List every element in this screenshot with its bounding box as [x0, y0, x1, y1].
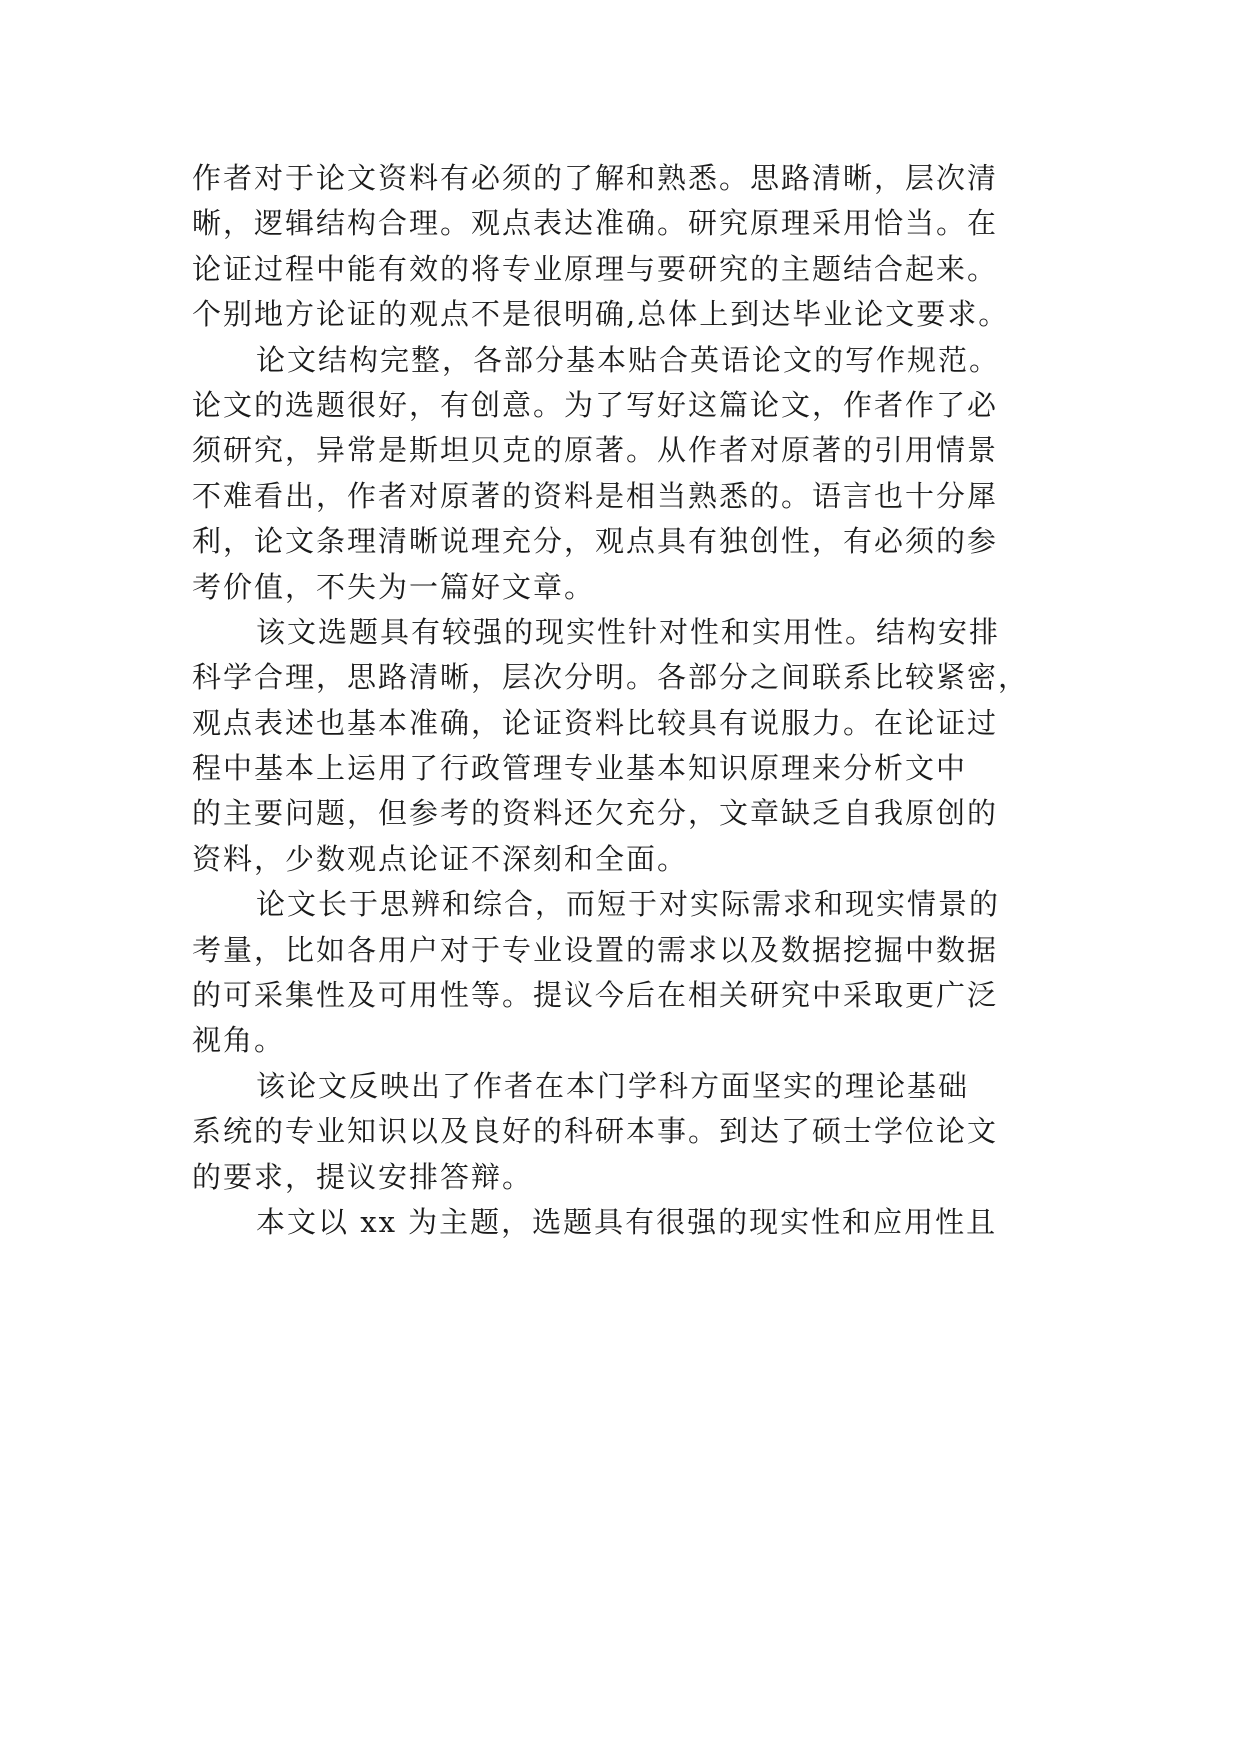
text-line: 程中基本上运用了行政管理专业基本知识原理来分析文中 [192, 751, 968, 786]
text-line: 论文的选题很好，有创意。为了写好这篇论文，作者作了必 [192, 387, 999, 422]
text-line-indented: 论文长于思辨和综合，而短于对实际需求和现实情景的 [256, 887, 1001, 922]
document-body [192, 156, 1062, 1245]
text-line: 晰，逻辑结构合理。观点表达准确。研究原理采用恰当。在 [192, 206, 999, 241]
text-line-indented: 本文以 xx 为主题，选题具有很强的现实性和应用性且 [256, 1204, 998, 1239]
text-line-indented: 该文选题具有较强的现实性针对性和实用性。结构安排 [256, 614, 1001, 649]
text-line: 个别地方论证的观点不是很明确,总体上到达毕业论文要求。 [192, 297, 1010, 332]
text-line: 科学合理，思路清晰，层次分明。各部分之间联系比较紧密， [192, 660, 1030, 695]
paragraph-1 [192, 156, 1062, 338]
paragraph-4 [192, 882, 1062, 1064]
text-line: 考价值，不失为一篇好文章。 [192, 569, 596, 604]
paragraph-2 [192, 338, 1062, 610]
text-line-indented: 该论文反映出了作者在本门学科方面坚实的理论基础 [256, 1068, 970, 1103]
paragraph-3 [192, 610, 1062, 882]
text-line: 观点表述也基本准确，论证资料比较具有说服力。在论证过 [192, 705, 999, 740]
text-line: 不难看出，作者对原著的资料是相当熟悉的。语言也十分犀 [192, 478, 999, 513]
text-line: 资料，少数观点论证不深刻和全面。 [192, 841, 689, 876]
text-line: 作者对于论文资料有必须的了解和熟悉。思路清晰，层次清 [192, 161, 999, 195]
text-line: 的要求，提议安排答辩。 [192, 1159, 534, 1194]
text-line: 论证过程中能有效的将专业原理与要研究的主题结合起来。 [192, 251, 999, 286]
text-line-indented: 论文结构完整，各部分基本贴合英语论文的写作规范。 [256, 342, 1001, 377]
text-line: 的可采集性及可用性等。提议今后在相关研究中采取更广泛 [192, 978, 999, 1013]
text-line: 视角。 [192, 1023, 286, 1058]
paragraph-6 [192, 1200, 1062, 1245]
text-line: 的主要问题，但参考的资料还欠充分，文章缺乏自我原创的 [192, 796, 999, 831]
text-line: 考量，比如各用户对于专业设置的需求以及数据挖掘中数据 [192, 932, 999, 967]
text-line: 利，论文条理清晰说理充分，观点具有独创性，有必须的参 [192, 524, 999, 559]
text-line: 须研究，异常是斯坦贝克的原著。从作者对原著的引用情景 [192, 433, 999, 468]
text-line: 系统的专业知识以及良好的科研本事。到达了硕士学位论文 [192, 1114, 999, 1149]
paragraph-5 [192, 1064, 1062, 1200]
